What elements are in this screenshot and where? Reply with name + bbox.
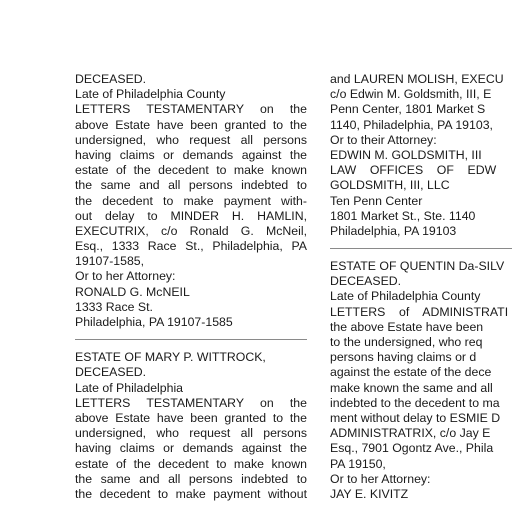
attorney-city: Philadelphia, PA 19103 [330,223,457,238]
notice-line: undersigned, who request all persons [75,426,307,441]
notice-hamlin [75,72,307,330]
notice-line: Late of Philadelphia [75,380,184,395]
notice-line: against the estate of the dece [330,365,492,380]
notice-line: above Estate have been granted to the [75,410,307,425]
notice-line: Or to her Attorney: [75,269,176,284]
notice-line: the decedent to make payment without [75,486,307,501]
notice-line: LAW OFFICES OF EDW [330,163,497,178]
notice-line: having claims or demands against the [75,147,307,162]
notice-line: LETTERS of ADMINISTRATI [330,304,509,319]
notice-line: undersigned, who request all persons [75,132,307,147]
notice-line: c/o Edwin M. Goldsmith, III, E [330,87,492,102]
notice-line: indebted to the decedent to ma [330,395,500,410]
notice-line: having claims or demands against the [75,441,307,456]
attorney-name: EDWIN M. GOLDSMITH, III [330,147,482,162]
notice-line: Or to their Attorney: [330,132,437,147]
notice-line: above Estate have been granted to the [75,117,307,132]
notice-line: out delay to MINDER H. HAMLIN, [75,208,307,223]
notice-line: Late of Philadelphia County [330,289,481,304]
notice-line: 1140, Philadelphia, PA 19103, [330,117,493,132]
notice-line: the same and all persons indebted to [75,471,307,486]
notice-line: DECEASED. [75,72,147,86]
notice-line: LETTERS TESTAMENTARY on the [75,395,307,410]
notice-line: estate of the decedent to make known [75,163,307,178]
notice-da-silva [330,259,512,502]
notice-line: estate of the decedent to make known [75,456,307,471]
notice-line: make known the same and all [330,380,493,395]
notice-line: the above Estate have been [330,319,484,334]
notice-line: Or to her Attorney: [330,471,431,486]
attorney-address: 1801 Market St., Ste. 1140 [330,208,476,223]
notice-line: DECEASED. [330,274,402,289]
notice-molish [330,72,512,239]
right-column [330,72,512,502]
notice-line: and LAUREN MOLISH, EXECU [330,72,504,86]
notice-line: to the undersigned, who req [330,335,483,349]
notice-line: Ten Penn Center [330,193,423,208]
attorney-city: Philadelphia, PA 19107-1585 [75,315,233,329]
notice-line: Late of Philadelphia County [75,87,226,102]
notice-line: Penn Center, 1801 Market S [330,102,486,117]
attorney-address: 1333 Race St. [75,299,153,314]
notice-heading: ESTATE OF QUENTIN Da-SILV [330,259,505,274]
notice-line: 19107-1585, [75,254,145,269]
notice-line: GOLDSMITH, III, LLC [330,178,450,193]
notice-divider [75,339,307,340]
attorney-name: JAY E. KIVITZ [330,486,409,501]
notice-line: PA 19150, [330,456,386,471]
notice-line: the same and all persons indebted to [75,178,307,193]
notice-wittrock [75,350,307,502]
notice-heading: ESTATE OF MARY P. WITTROCK, [75,350,266,365]
notice-line: EXECUTRIX, c/o Ronald G. McNeil, [75,223,307,238]
notice-line: Esq., 7901 Ogontz Ave., Phila [330,441,494,456]
notice-line: persons having claims or d [330,350,477,365]
notice-line: ADMINISTRATRIX, c/o Jay E [330,426,491,441]
notice-line: DECEASED. [75,365,147,380]
notice-line: Esq., 1333 Race St., Philadelphia, PA [75,239,307,254]
notice-line: LETTERS TESTAMENTARY on the [75,102,307,117]
notice-line: the decedent to make payment with- [75,193,307,208]
notice-divider [330,248,512,249]
attorney-name: RONALD G. McNEIL [75,284,190,299]
left-column [75,72,307,502]
notice-line: ment without delay to ESMIE D [330,410,501,425]
